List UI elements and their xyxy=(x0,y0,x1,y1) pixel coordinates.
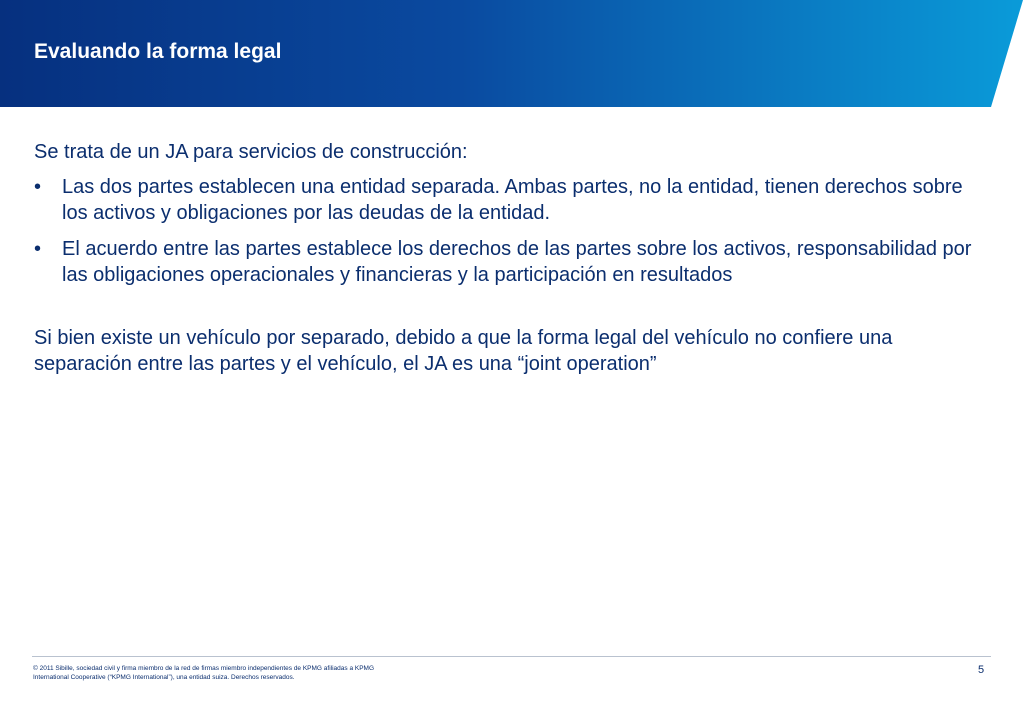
copyright-line-1: © 2011 Sibille, sociedad civil y firma miembro de la red de firmas miembro independientes de KPMG afiliadas a KPMG xyxy=(33,665,375,672)
slide-title: Evaluando la forma legal xyxy=(34,40,282,63)
bullet-marker: • xyxy=(34,238,42,260)
bullet-item xyxy=(34,174,984,226)
bullet-text: El acuerdo entre las partes establece los derechos de las partes sobre los activos, responsabilidad por las obligaciones operacionales y financieras y la participación en resultados xyxy=(62,238,972,286)
intro-text: Se trata de un JA para servicios de construcción: xyxy=(34,141,468,163)
slide-content xyxy=(34,139,984,377)
copyright-line-2: International Cooperative (“KPMG International”), una entidad suiza. Derechos reservados. xyxy=(33,674,295,681)
bullet-text: Las dos partes establecen una entidad separada. Ambas partes, no la entidad, tienen derechos sobre los activos y obligaciones por las deudas de la entidad. xyxy=(62,176,963,224)
footer-divider xyxy=(32,656,991,657)
closing-text: Si bien existe un vehículo por separado, debido a que la forma legal del vehículo no confiere una separación entre las partes y el vehículo, el JA es una “joint operation” xyxy=(34,327,893,375)
bullet-list xyxy=(34,174,984,288)
bullet-item xyxy=(34,236,984,288)
bullet-marker: • xyxy=(34,176,42,198)
footer-copyright xyxy=(33,664,453,682)
page-number: 5 xyxy=(978,664,985,676)
